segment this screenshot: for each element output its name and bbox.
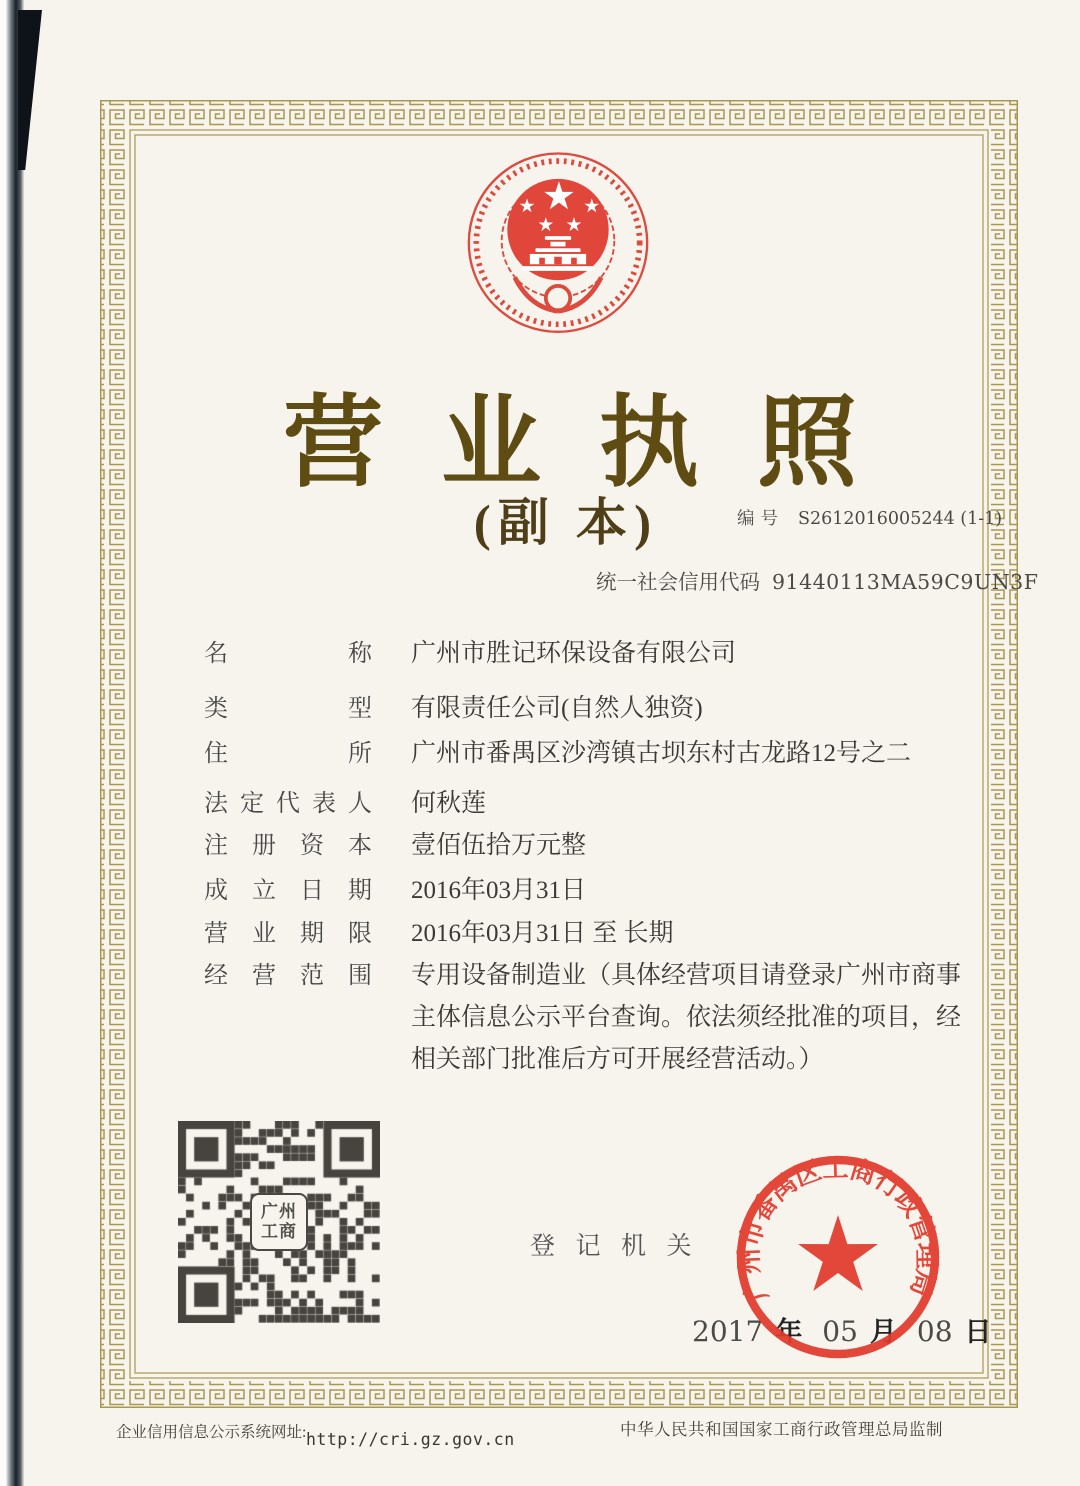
field-row-business-term xyxy=(204,913,974,949)
qr-label-line1: 广州 xyxy=(261,1202,297,1221)
qr-label-line2: 工商 xyxy=(261,1222,297,1241)
official-stamp xyxy=(718,1137,958,1377)
date-day: 08 xyxy=(916,1315,953,1348)
date-year: 2017 xyxy=(692,1315,764,1348)
footer-issuer-text: 中华人民共和国国家工商行政管理总局监制 xyxy=(620,1420,943,1439)
credit-code-value: 91440113MA59C9UN3F xyxy=(772,570,1039,594)
qr-center-label xyxy=(250,1193,308,1251)
field-row-legal-representative xyxy=(204,783,974,819)
field-label: 名 称 xyxy=(204,641,372,667)
field-value: 广州市番禺区沙湾镇古坝东村古龙路12号之二 xyxy=(411,740,912,767)
field-label: 经 营 范 围 xyxy=(204,963,372,989)
document-subtitle: (副 本) xyxy=(473,496,659,552)
footer-publicity-url: http://cri.gz.gov.cn xyxy=(306,1430,515,1449)
field-row-type xyxy=(204,688,974,724)
serial-number-line xyxy=(737,505,1002,530)
field-label: 法 定 代 表 人 xyxy=(204,791,372,817)
field-value: 专用设备制造业（具体经营项目请登录广州市商事主体信息公示平台查询。依法须经批准的项目，经相关部门批准后方可开展经营活动。） xyxy=(411,962,962,1073)
national-emblem-icon xyxy=(464,146,652,360)
credit-code-line xyxy=(596,565,1038,595)
field-value: 广州市胜记环保设备有限公司 xyxy=(411,640,737,667)
stamp-text: 广州市番禺区工商行政管理局 xyxy=(733,1152,943,1307)
date-month-unit: 月 xyxy=(869,1317,897,1347)
field-value: 壹佰伍拾万元整 xyxy=(411,832,587,859)
serial-label: 编号 xyxy=(737,508,784,528)
field-value: 何秋莲 xyxy=(411,790,487,817)
field-row-establish-date xyxy=(204,870,974,906)
document-title: 营业执照 xyxy=(283,387,915,499)
field-label: 成 立 日 期 xyxy=(204,878,372,904)
field-row-business-scope xyxy=(204,955,974,1081)
field-row-address xyxy=(204,733,974,769)
date-year-unit: 年 xyxy=(775,1317,803,1347)
footer-publicity-url-label: 企业信用信息公示系统网址: xyxy=(116,1424,307,1441)
field-row-name xyxy=(204,633,974,669)
qr-code xyxy=(178,1121,380,1323)
date-day-unit: 日 xyxy=(964,1317,992,1347)
field-label: 注 册 资 本 xyxy=(204,833,372,859)
field-label: 营 业 期 限 xyxy=(204,921,372,947)
field-value: 有限责任公司(自然人独资) xyxy=(411,695,703,722)
serial-value: S2612016005244 (1-1) xyxy=(798,509,1003,529)
stamp-star-icon xyxy=(798,1215,878,1291)
date-month: 05 xyxy=(822,1315,858,1348)
scan-corner-shadow xyxy=(18,10,42,170)
field-value: 2016年03月31日 至 长期 xyxy=(411,920,674,947)
field-row-registered-capital xyxy=(204,825,974,861)
registration-authority-label: 登记机关 xyxy=(530,1233,713,1260)
field-label: 住 所 xyxy=(204,741,372,767)
scan-shadow-strip xyxy=(6,0,24,1486)
field-value: 2016年03月31日 xyxy=(411,877,587,904)
credit-code-label: 统一社会信用代码 xyxy=(596,572,760,594)
field-label: 类 型 xyxy=(204,696,372,722)
